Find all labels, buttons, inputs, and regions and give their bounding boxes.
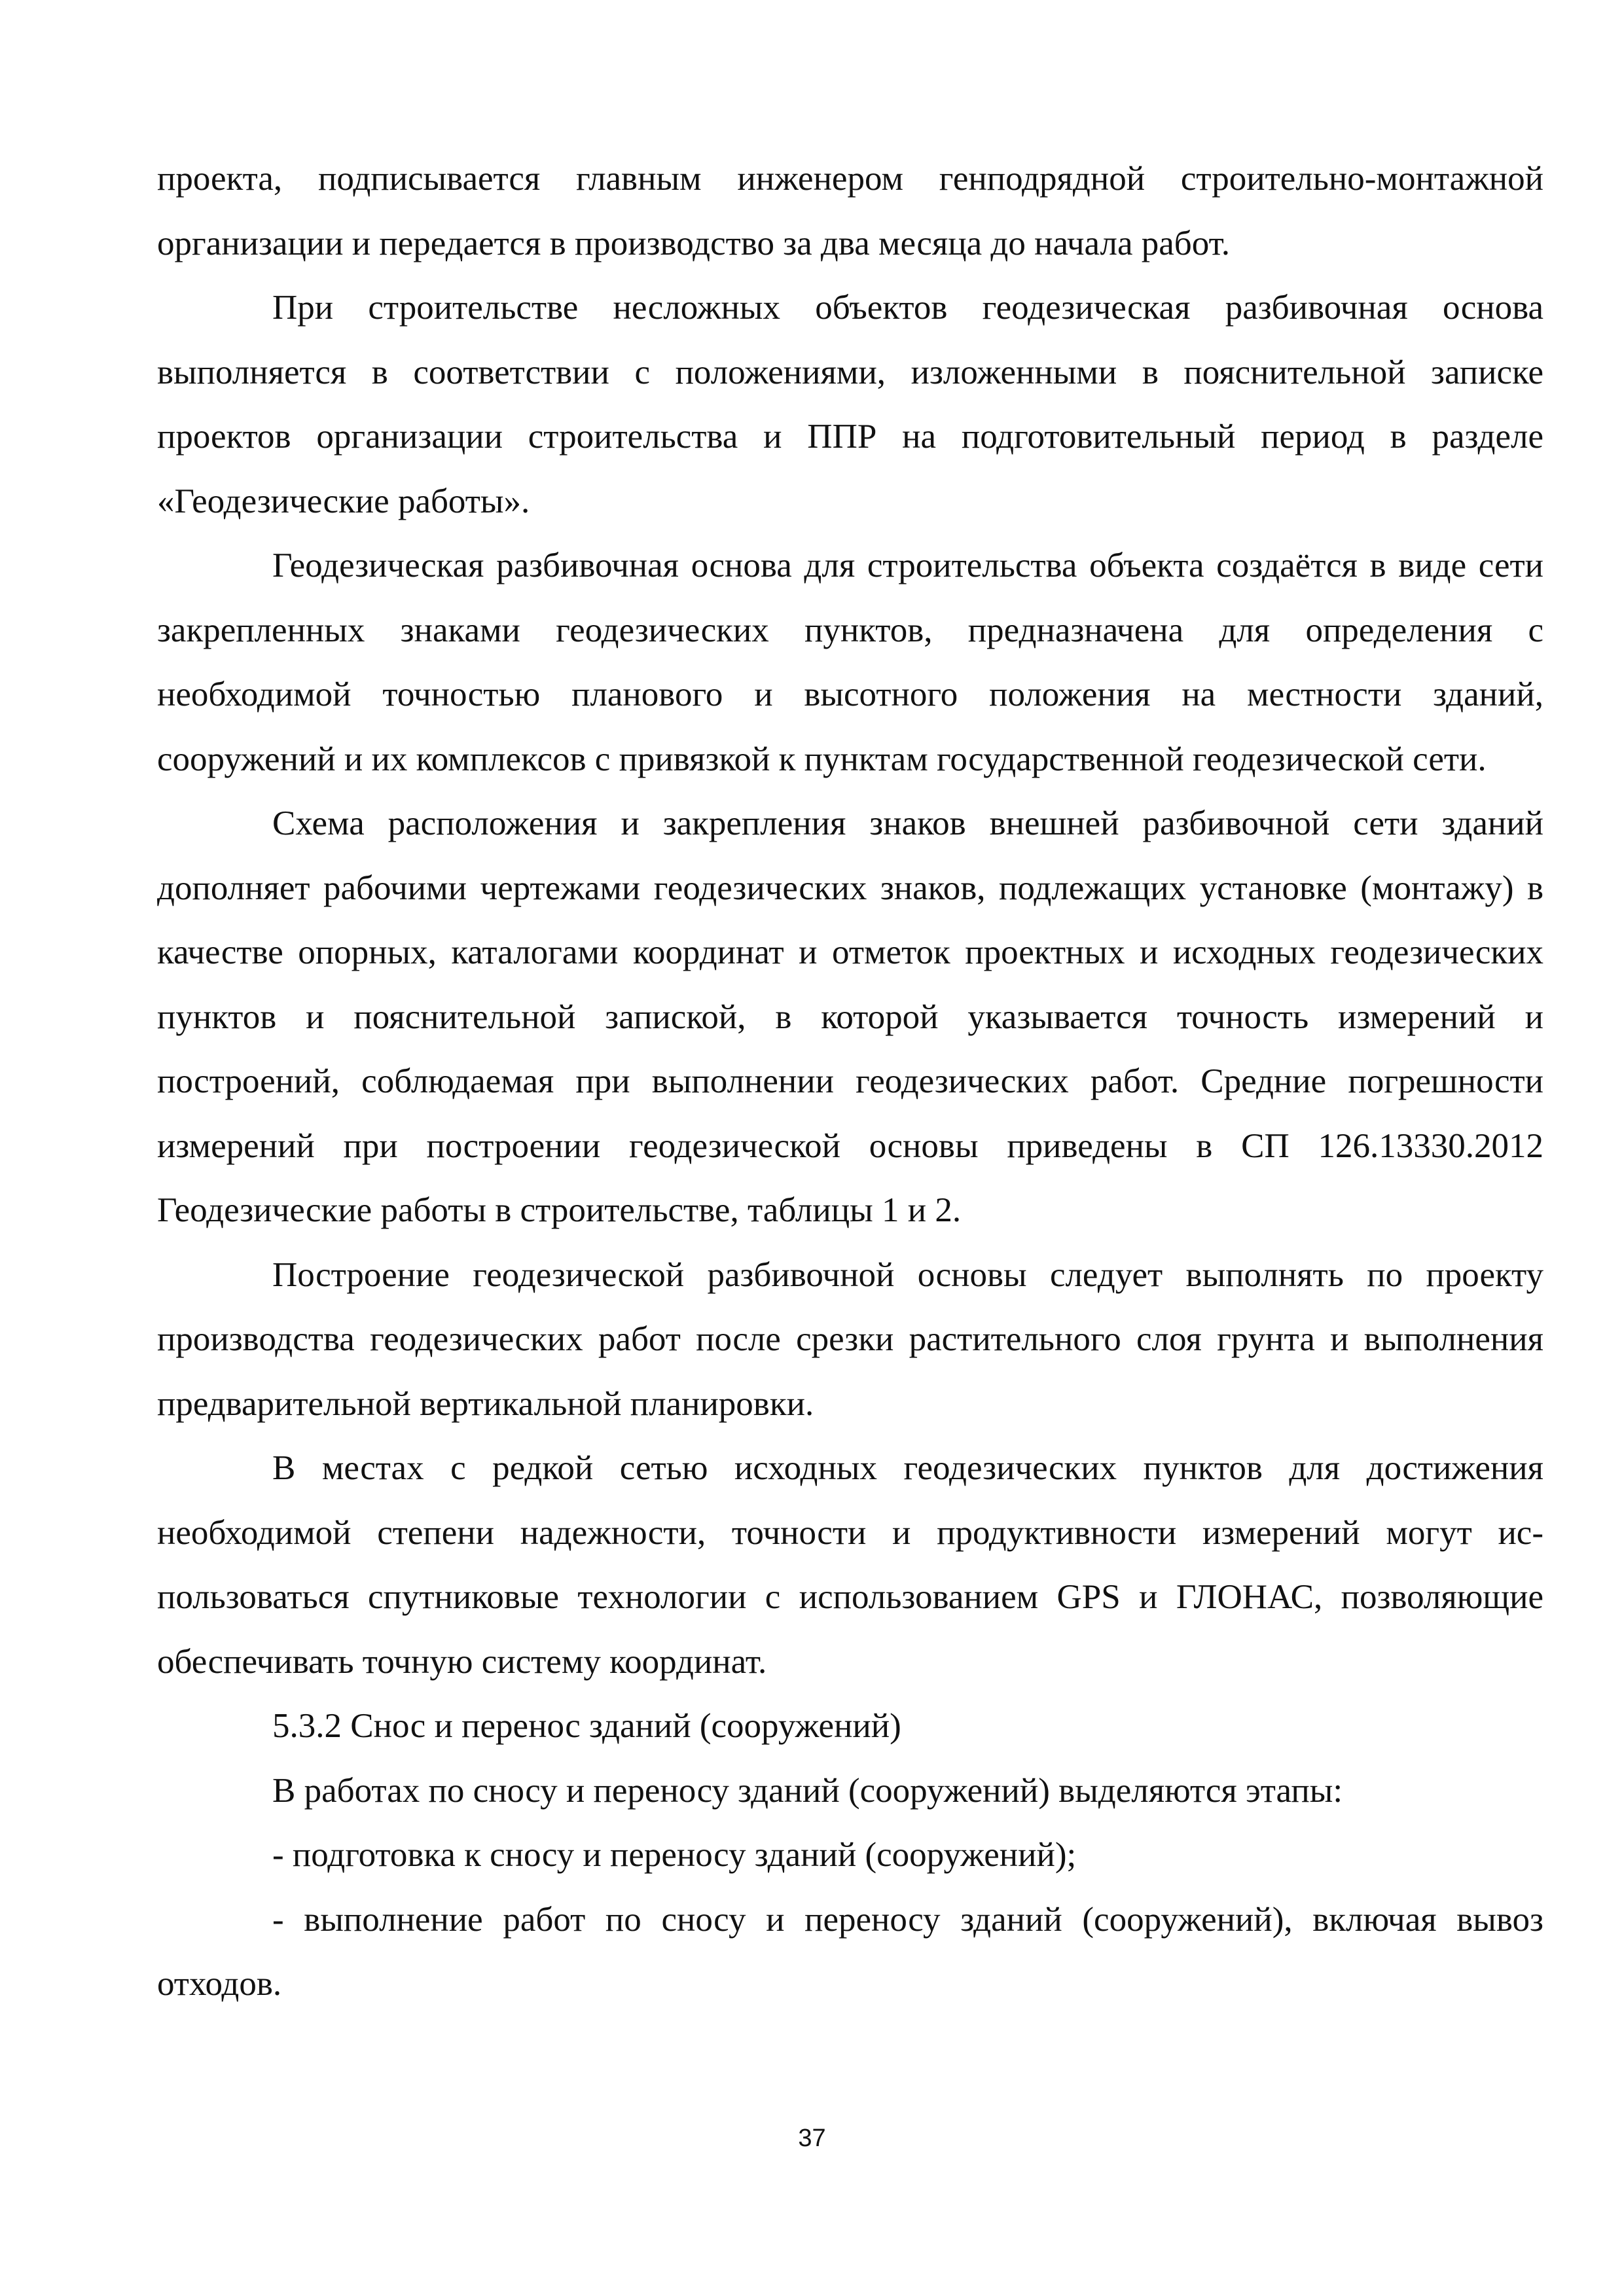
paragraph-simple-objects: При строительстве несложных объектов геодезическая разбивочная основа выполняется в соответствии с положениями, изложенными в пояснительной записке проектов организации строительства и ППР на подготовительный период в разделе «Геодезические работы». bbox=[157, 289, 1543, 520]
paragraph-layout-scheme: Схема расположения и закрепления знаков внешней разбивочной сети зданий дополняет рабочими чертежами геодезических знаков, подлежащих установке (монтажу) в качестве опорных, каталогами координат и отметок проектных и исходных геодезических пунктов и пояснительной запиской, в которой указывается точность измерений и построений, соблюдаемая при выполнении геодезических работ. Средние погрешности измерений при построении геодезической основы приведены в СП 126.13330.2012 Геодезические работы в строительстве, таблицы 1 и 2. bbox=[157, 804, 1543, 1229]
page-number: 37 bbox=[798, 2125, 826, 2152]
paragraph-stages-intro: В работах по сносу и переносу зданий (сооружений) выделяются этапы: bbox=[272, 1771, 1343, 1810]
paragraph-geodetic-basis: Геодезическая разбивочная основа для строительства объекта создаётся в виде сети закрепленных знаками геодезических пунктов, предназначена для определения с необходимой точностью планового и высотного положения на местности зданий, сооружений и их комплексов с привязкой к пунктам государственной геодезической сети. bbox=[157, 547, 1543, 778]
paragraph-continuation: проекта, подписывается главным инженером генподрядной строительно-монтажной организации и передается в производство за два месяца до начала работ. bbox=[157, 160, 1543, 262]
paragraph-satellite-tech: В местах с редкой сетью исходных геодезических пунктов для достижения необходимой степени надежности, точности и продуктивности измерений могут использоваться спутниковые технологии с использованием GPS и ГЛОНАС, позволяющие обеспечивать точную систему координат. bbox=[157, 1449, 1543, 1681]
section-heading-5-3-2: 5.3.2 Снос и перенос зданий (сооружений) bbox=[272, 1707, 901, 1745]
body-text bbox=[157, 147, 1543, 2017]
list-item-preparation: - подготовка к сносу и переносу зданий (сооружений); bbox=[272, 1836, 1077, 1874]
paragraph-construction-basis: Построение геодезической разбивочной основы следует выполнять по проекту производства геодезических работ после срезки растительного слоя грунта и выполнения предварительной вертикальной планировки. bbox=[157, 1255, 1543, 1423]
list-item-execution: - выполнение работ по сносу и переносу зданий (сооружений), включая вывоз отходов. bbox=[157, 1900, 1543, 2003]
